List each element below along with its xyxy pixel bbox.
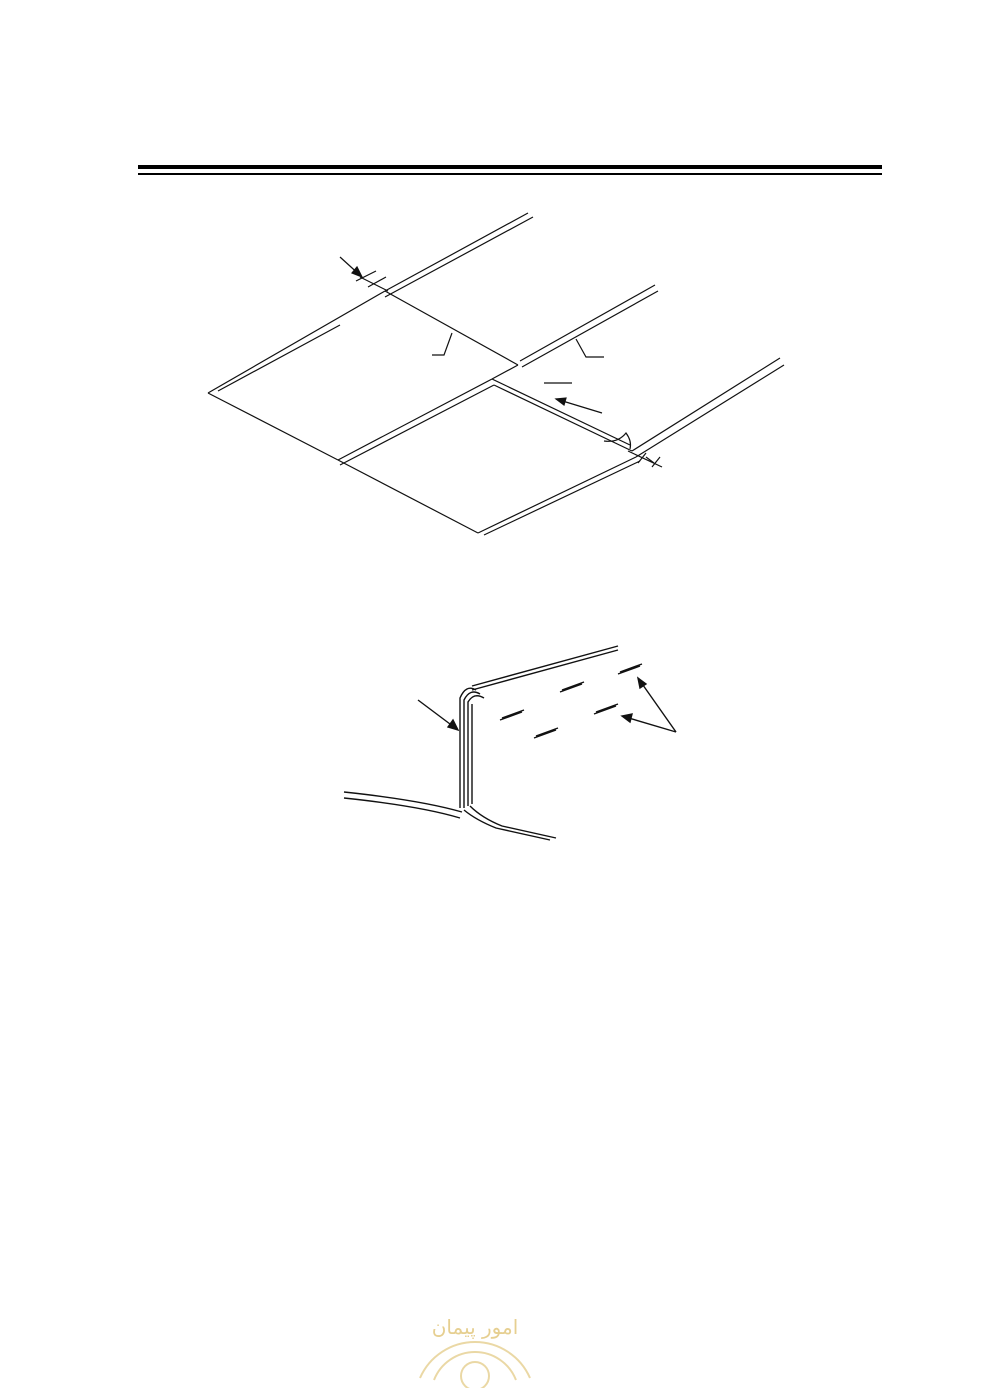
watermark-logo <box>400 1288 550 1388</box>
header-rule-thick <box>138 165 882 169</box>
figure-seam-offset-diagram <box>200 205 800 545</box>
svg-text:امور پیمان: امور پیمان <box>431 1315 519 1339</box>
header-rule-thin <box>138 173 882 175</box>
figure-metal-staples-diagram <box>300 640 720 850</box>
